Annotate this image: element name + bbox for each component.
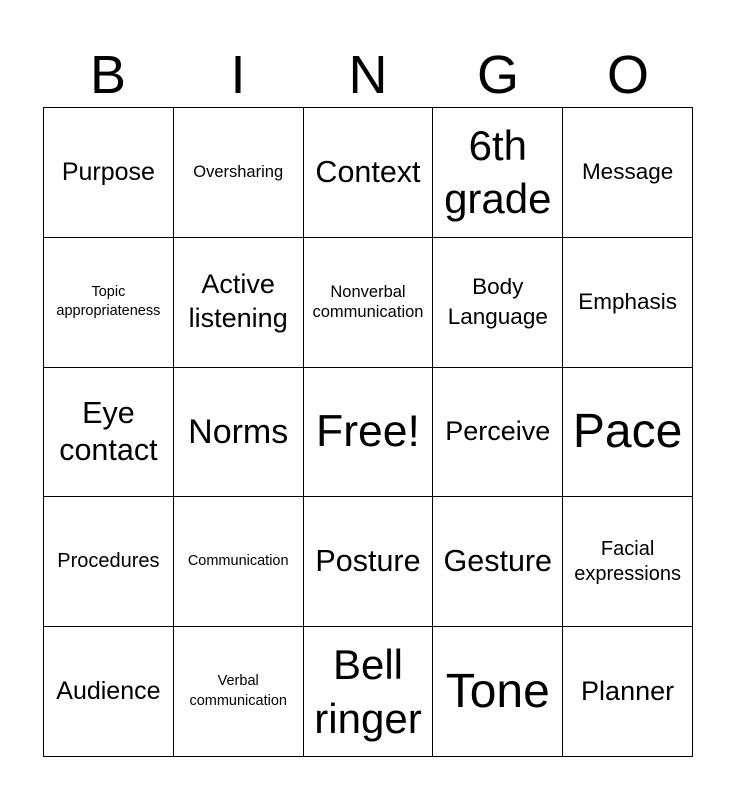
bingo-cell[interactable] (433, 238, 563, 368)
bingo-cell[interactable] (304, 108, 434, 238)
bingo-cell[interactable] (304, 238, 434, 368)
header-letter-o: O (606, 45, 649, 105)
cell-label: Message (581, 159, 674, 185)
free-space-label: Free! (316, 407, 420, 457)
cell-label: Procedures (57, 550, 160, 573)
bingo-cell[interactable] (44, 108, 174, 238)
cell-label: Pace (572, 405, 683, 459)
bingo-cell[interactable] (563, 497, 693, 627)
bingo-cell[interactable] (563, 108, 693, 238)
cell-label: Body Language (447, 273, 548, 330)
bingo-header (43, 42, 693, 108)
bingo-cell[interactable] (174, 368, 304, 498)
cell-label: Communication (187, 553, 289, 569)
bingo-cell[interactable] (44, 238, 174, 368)
cell-label: Planner (581, 675, 675, 706)
bingo-cell[interactable] (433, 627, 563, 757)
header-letter-b: B (89, 45, 127, 105)
cell-label: Context (315, 155, 421, 190)
bingo-cell[interactable] (44, 627, 174, 757)
cell-label: Topic appropriateness (56, 283, 161, 320)
cell-label: 6th grade (444, 121, 552, 223)
cell-label: Emphasis (578, 289, 677, 314)
cell-label: Facial expressions (574, 537, 681, 585)
header-letter-n: N (348, 45, 388, 105)
cell-label: Verbal communication (189, 673, 287, 709)
cell-label: Active listening (188, 269, 288, 334)
cell-label: Nonverbal communication (312, 282, 424, 322)
bingo-cell[interactable] (174, 238, 304, 368)
bingo-cell[interactable] (433, 108, 563, 238)
bingo-cell[interactable] (44, 368, 174, 498)
bingo-cell[interactable] (44, 497, 174, 627)
cell-label: Oversharing (193, 163, 284, 182)
cell-label: Eye contact (59, 396, 158, 467)
bingo-cell[interactable] (304, 368, 434, 498)
bingo-cell[interactable] (563, 627, 693, 757)
cell-label: Gesture (443, 544, 553, 579)
bingo-cell[interactable] (174, 108, 304, 238)
bingo-cell[interactable] (304, 497, 434, 627)
cell-label: Tone (445, 664, 550, 718)
bingo-cell[interactable] (304, 627, 434, 757)
header-letter-g: G (476, 45, 519, 105)
cell-label: Audience (56, 677, 161, 706)
bingo-cell[interactable] (433, 497, 563, 627)
cell-label: Perceive (445, 416, 551, 447)
bingo-cell[interactable] (174, 497, 304, 627)
bingo-cell[interactable] (433, 368, 563, 498)
cell-label: Bell ringer (314, 640, 422, 742)
cell-label: Norms (188, 412, 289, 451)
bingo-card-grid (43, 107, 693, 757)
bingo-cell[interactable] (563, 368, 693, 498)
header-letter-i: I (230, 45, 246, 105)
cell-label: Purpose (61, 158, 155, 187)
cell-label: Posture (315, 544, 421, 579)
bingo-cell[interactable] (174, 627, 304, 757)
bingo-cell[interactable] (563, 238, 693, 368)
